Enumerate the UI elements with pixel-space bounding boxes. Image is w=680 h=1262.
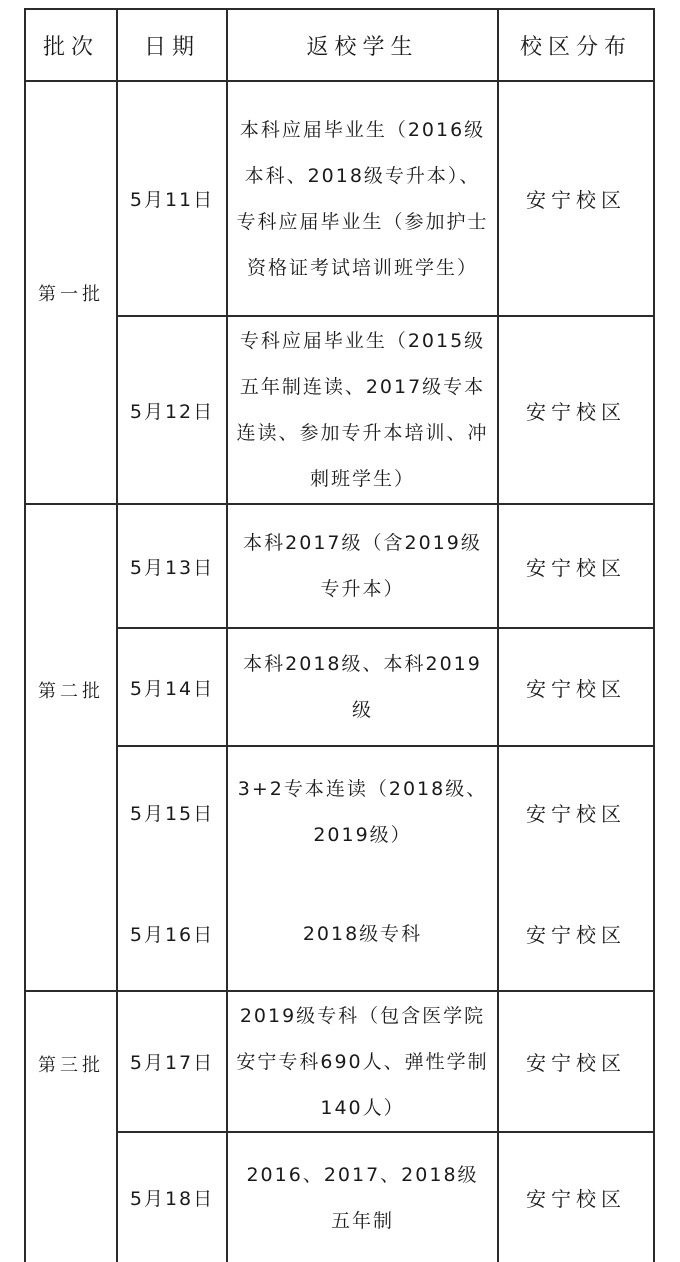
date-cell: 5月17日: [129, 1052, 215, 1074]
students-cell: 3+2专本连读（2018级、2019级）: [237, 778, 488, 846]
campus-cell: 安宁校区: [526, 555, 626, 580]
header-students: 返校学生: [306, 34, 419, 60]
date-cell: 5月12日: [129, 400, 215, 423]
header-batch: 批次: [42, 34, 99, 60]
date-cell: 5月16日: [129, 924, 215, 946]
header-date: 日期: [143, 34, 200, 60]
campus-cell: 安宁校区: [526, 188, 626, 212]
students-cell: 专科应届毕业生（2015级五年制连读、2017级专本连读、参加专升本培训、冲刺班学生）: [236, 330, 489, 490]
date-cell: 5月13日: [129, 556, 215, 579]
campus-cell: 安宁校区: [526, 923, 626, 947]
students-cell: 2019级专科（包含医学院安宁专科690人、弹性学制140人）: [236, 1004, 489, 1119]
campus-cell: 安宁校区: [526, 1051, 626, 1075]
date-cell: 5月15日: [129, 802, 215, 825]
students-cell: 2018级专科: [302, 922, 423, 945]
header-campus: 校区分布: [519, 34, 632, 60]
date-cell: 5月11日: [129, 189, 215, 211]
date-cell: 5月14日: [129, 677, 215, 700]
date-cell: 5月18日: [129, 1188, 215, 1210]
grid-line: [653, 8, 655, 1262]
students-cell: 本科2017级（含2019级专升本）: [243, 532, 482, 600]
students-cell: 本科应届毕业生（2016级本科、2018级专升本）、专科应届毕业生（参加护士资格证考试培训班学生）: [236, 118, 489, 279]
batch-3: 第三批: [38, 1055, 104, 1076]
batch-2: 第二批: [38, 680, 104, 702]
campus-cell: 安宁校区: [526, 801, 626, 826]
campus-cell: 安宁校区: [526, 676, 626, 701]
students-cell: 本科2018级、本科2019级: [243, 653, 482, 721]
students-cell: 2016、2017、2018级五年制: [246, 1163, 479, 1232]
batch-1: 第一批: [38, 283, 104, 305]
campus-cell: 安宁校区: [526, 399, 626, 424]
campus-cell: 安宁校区: [526, 1187, 626, 1211]
